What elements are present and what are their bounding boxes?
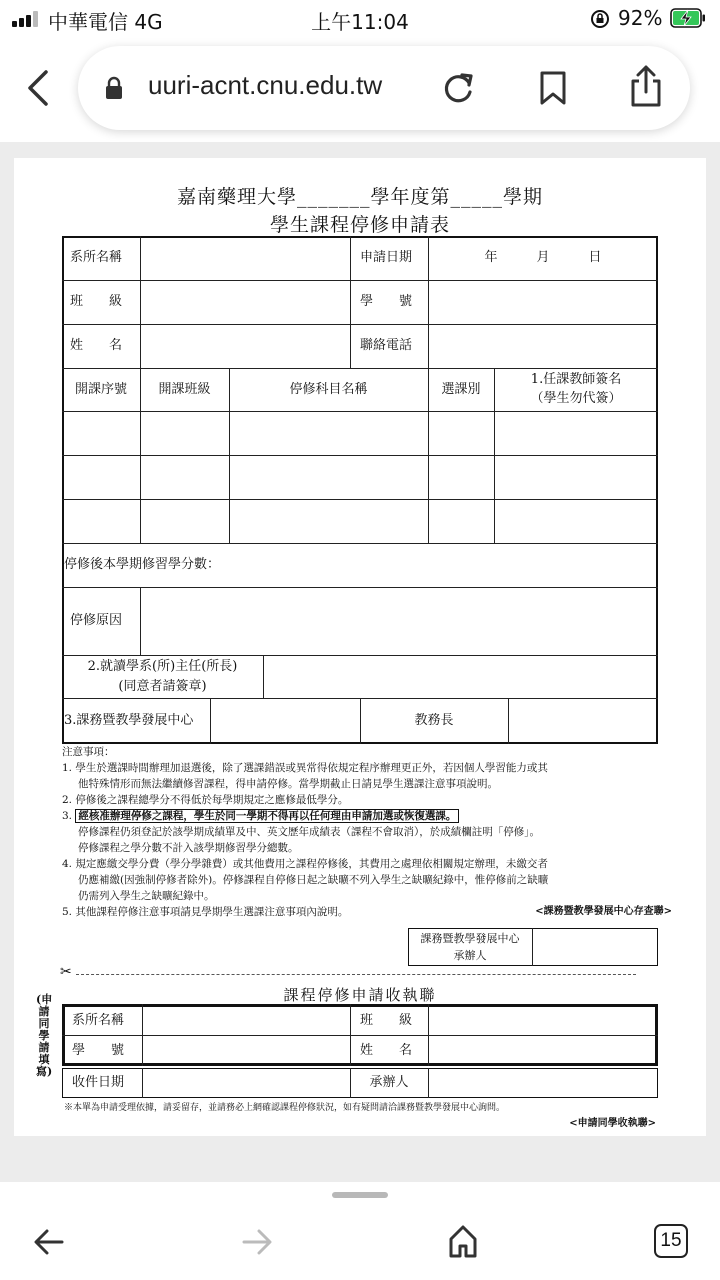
course-row-2[interactable] <box>64 457 656 498</box>
course-class-header: 開課班級 <box>158 381 211 397</box>
note-4c: 仍需列入學生之缺曠紀錄中。 <box>78 890 215 902</box>
reason-label: 停修原因 <box>70 613 123 628</box>
phone-label: 聯絡電話 <box>360 338 413 353</box>
status-bar <box>0 0 720 40</box>
doc-subtitle: 學生課程停修申請表 <box>269 214 450 236</box>
note-5: 5. 其他課程停修注意事項請見學期學生選課注意事項內說明。 <box>62 906 349 918</box>
note-3b: 停修課程仍須登記於該學期成績單及中、英文歷年成績表（課程不會取消），於成績欄註明「停修」。 <box>78 826 540 838</box>
doc-title: 嘉南藥理大學_______學年度第_____學期 <box>176 186 543 208</box>
drag-handle[interactable] <box>332 1192 388 1198</box>
reason-field[interactable] <box>142 589 656 653</box>
scissors-icon: ✂ <box>60 964 72 980</box>
note-1a: 1. 學生於選課時間辦理加退選後，除了選課錯誤或異常得依規定程序辦理更正外，若因個人學習能力或其 <box>62 762 548 774</box>
receipt-stub-label: <申請同學收執聯> <box>569 1118 656 1129</box>
course-row-1[interactable] <box>64 413 656 454</box>
received-date-label: 收件日期 <box>72 1075 125 1090</box>
handler-box-label <box>408 930 532 964</box>
notes-section <box>62 744 672 920</box>
share-icon[interactable] <box>628 64 664 108</box>
note-2: 2. 停修後之課程總學分不得低於每學期規定之應修最低學分。 <box>62 794 349 806</box>
receipt-dept-label: 系所名稱 <box>72 1012 125 1028</box>
course-type-header: 選課別 <box>441 381 481 397</box>
handler-box-line2: 承辦人 <box>453 949 487 962</box>
receipt-side-note: (申請同學請填寫) <box>36 993 53 1078</box>
note-4b: 仍應補繳(因強制停修者除外)。停修課程自停修日起之缺曠不列入學生之缺曠紀錄中，惟停修前之缺曠 <box>78 874 549 886</box>
lock-icon <box>104 76 124 100</box>
notes-title: 注意事項： <box>62 746 115 758</box>
dept-label: 系所名稱 <box>70 250 123 265</box>
teacher-sign-header <box>494 370 658 408</box>
name-field[interactable] <box>142 326 348 366</box>
note-3-bold: 經核准辦理停修之課程，學生於同一學期不得再以任何理由申請加選或恢復選課。 <box>75 809 459 823</box>
note-3-number: 3. <box>62 810 73 822</box>
back-arrow-icon[interactable] <box>34 1228 64 1256</box>
receipt-title: 課程停修申請收執聯 <box>283 986 437 1004</box>
name-label: 姓 名 <box>70 338 123 353</box>
url-text: uuri-acnt.cnu.edu.tw <box>148 70 383 100</box>
note-3c: 停修課程之學分數不計入該學期修習學分總數。 <box>78 842 299 854</box>
forward-arrow-icon[interactable] <box>242 1228 272 1256</box>
note-3 <box>62 808 672 824</box>
battery-charging-icon <box>670 8 706 28</box>
tabs-button[interactable]: 15 <box>654 1224 688 1258</box>
clock: 上午11:04 <box>311 10 409 34</box>
address-bar[interactable] <box>78 46 690 130</box>
director-signature-field[interactable] <box>265 657 656 697</box>
browser-toolbar <box>0 40 720 142</box>
handler-box-line1: 課務暨教學發展中心 <box>420 932 520 945</box>
note-1b: 他特殊情形而無法繼續修習課程，得申請停修。當學期截止日請見學生選課注意事項說明。 <box>78 778 498 790</box>
back-chevron-icon[interactable] <box>20 68 56 108</box>
student-id-field[interactable] <box>430 282 656 322</box>
director-label-line2: (同意者請簽章) <box>118 679 207 694</box>
credits-label: 停修後本學期修習學分數： <box>64 557 221 572</box>
home-icon[interactable] <box>448 1224 478 1258</box>
center-label: 3.課務暨教學發展中心 <box>64 713 194 728</box>
receipt-footnote: ※本單為申請受理依據，請妥留存，並請務必上網確認課程停修狀況，如有疑問請洽課務暨教學發展中心詢問。 <box>64 1103 506 1113</box>
receipt-name-label: 姓 名 <box>360 1042 413 1058</box>
subject-header: 停修科目名稱 <box>289 381 368 397</box>
reload-icon[interactable] <box>442 71 476 105</box>
battery-percent: 92% <box>618 6 663 30</box>
cut-line <box>76 974 636 975</box>
rotation-lock-icon <box>590 9 610 29</box>
director-label <box>62 657 263 697</box>
receipt-class-label: 班 級 <box>360 1012 413 1028</box>
apply-date-label: 申請日期 <box>360 250 413 265</box>
class-field[interactable] <box>142 282 348 322</box>
phone-field[interactable] <box>430 326 656 366</box>
receipt-handler-label: 承辦人 <box>369 1075 409 1090</box>
teacher-sign-header-line1: 1.任課教師簽名 <box>530 372 622 387</box>
carrier-label: 中華電信 4G <box>48 10 163 34</box>
form-document[interactable] <box>14 158 706 1136</box>
apply-date-field[interactable]: 年 月 日 <box>484 250 602 265</box>
course-row-3[interactable] <box>64 501 656 542</box>
student-id-label: 學 號 <box>360 294 413 309</box>
class-label: 班 級 <box>70 294 123 309</box>
director-label-line1: 2.就讀學系(所)主任(所長) <box>87 659 238 674</box>
note-4a: 4. 規定應繳交學分費（學分學雜費）或其他費用之課程停修後，其費用之處理依相關規定辦理，未繳交者 <box>62 858 548 870</box>
teacher-sign-header-line2: （學生勿代簽） <box>530 391 622 406</box>
browser-bottom-bar <box>0 1182 720 1280</box>
receipt-student-id-label: 學 號 <box>72 1042 125 1058</box>
archive-stub-label: <課務暨教學發展中心存查聯> <box>535 906 672 917</box>
bookmark-icon[interactable] <box>538 70 568 106</box>
dean-label: 教務長 <box>414 713 454 728</box>
dept-field[interactable] <box>142 238 348 278</box>
course-no-header: 開課序號 <box>74 381 127 397</box>
